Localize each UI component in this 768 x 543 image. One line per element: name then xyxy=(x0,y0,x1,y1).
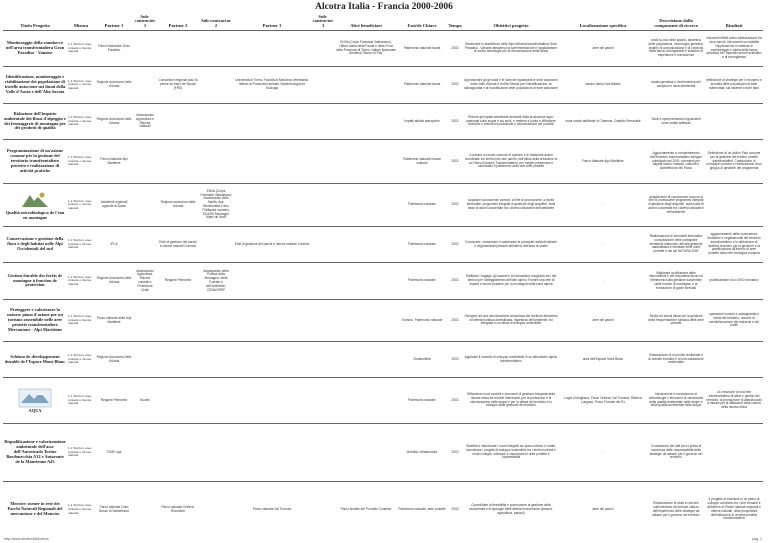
cell-sub3 xyxy=(311,378,335,424)
cell-obiettivi: Approfondire gli gli studi e le ricerche riguardanti le trote autoctone della Valle d'Aosta e di Alta Savoia per l'identificazione, la salvaguardia e la ricostituzione delle popolazioni di trote autoctone xyxy=(463,67,559,104)
cell-misura: 1.1 Territori, aree protette e risorse naturali xyxy=(67,140,95,184)
cell-p1: Regione Autonoma Valle d'Aosta xyxy=(95,104,133,140)
cell-tempo: 2002 xyxy=(447,184,463,227)
header-partner-2: Partner 2 xyxy=(168,23,188,29)
cell-obiettivi: Diffondere nuovi modelli e strumenti di gestione integrata della risorsa idrica tra territori interessati, per la protezione e la valorizzazione delle acque e per la difesa del territorio e lo sviluppo della gestione del territorio xyxy=(463,378,559,424)
cell-p2: Parco naturale Orsiera-Rocciavrè xyxy=(157,482,199,538)
cell-sub1 xyxy=(133,31,157,67)
page-title: Alcotra Italia - Francia 2000-2006 xyxy=(315,2,453,12)
cell-p1: Parco naturale Gran Bosco di Salbertrand xyxy=(95,482,133,538)
cell-fasi: Patrimonio naturale xyxy=(397,227,447,263)
cell-p1: SITAF spa xyxy=(95,424,133,482)
table-row xyxy=(3,104,763,140)
cell-descr: acquisizione di conoscenze comuni al fine di promuovere programmi integrati di gestione degli acquiferi, sulla base di azioni concertate tra i diversi utilizzatori dell'ambiente xyxy=(647,184,705,227)
cell-altri xyxy=(335,342,397,378)
cell-titolo xyxy=(3,378,67,424)
cell-sub3 xyxy=(311,424,335,482)
cell-p3 xyxy=(233,184,311,227)
cell-p3 xyxy=(233,424,311,482)
project-title: Qualità microbiologica de l'eau en montagne xyxy=(5,209,65,220)
cell-sub1 xyxy=(133,67,157,104)
cell-altri xyxy=(335,184,397,227)
cell-p1: Parco Nazionale Gran Paradiso xyxy=(95,31,133,67)
cell-p2: Regione Piemonte xyxy=(157,263,199,300)
cell-local: - xyxy=(559,227,647,263)
cell-sub1 xyxy=(133,482,157,538)
cell-titolo: Programmazione di un'azione comune per la gestione del territorio transfrontaliero protetto e realizzazione di attività pratiche xyxy=(3,140,67,184)
cell-p3 xyxy=(233,300,311,342)
cell-p2: Regione autonoma Valle d'Aosta xyxy=(157,184,199,227)
cell-p1: IPLA xyxy=(95,227,133,263)
table-row xyxy=(3,300,763,342)
cell-p3 xyxy=(233,140,311,184)
header-obiettivi: Obiettivi progetto xyxy=(493,23,529,29)
cell-obiettivi: Applicare il modello di sviluppo sostenibile in un laboratorio alpino transfrontaliero xyxy=(463,342,559,378)
cell-sub2: Assessorato della Politica della Montagna, della Foreste e dell'Ambiente, CEMAGREF xyxy=(199,263,233,300)
cell-altri xyxy=(335,67,397,104)
cell-local: aree dei parchi xyxy=(559,482,647,538)
cell-sub2 xyxy=(199,482,233,538)
header-risultati: Risultati xyxy=(725,23,743,29)
cell-altri xyxy=(335,424,397,482)
cell-sub1 xyxy=(133,342,157,378)
cell-sub2 xyxy=(199,67,233,104)
header-fasi-chiave: Fasi/de Chiave xyxy=(407,23,437,29)
cell-obiettivi: Conoscere, conservare e valorizzare le principali realtà floristiche e vegetazionali presenti all'interno dell'area di studio xyxy=(463,227,559,263)
cell-tempo: 2002 xyxy=(447,140,463,184)
cell-fasi: Turismo, Patrimonio naturale xyxy=(397,300,447,342)
cell-local: aree dei parchi xyxy=(559,300,647,342)
cell-sub1 xyxy=(133,300,157,342)
cell-misura: 1.1 Territori, aree protette e risorse naturali xyxy=(67,342,95,378)
cell-titolo: Monitoraggio della stambecco nell'area transfrontaliera Gran Paradiso - Vanoise xyxy=(3,31,67,67)
cell-risultati: operazioni comuni e salvaguardia e tutela del territorio, nonché di sensibilizzazione dei residenti e dei turisti xyxy=(705,300,763,342)
header-sub-contractor-1: Sub-contractor 1 xyxy=(134,13,156,29)
project-title: AQUA xyxy=(28,407,42,413)
cell-risultati: Definizione di un Action Plan comune per la gestione dei territori protetti transfrontalieri. Costituzione di un'equipe comune e realizzazione di un gruppo di gestione del programma xyxy=(705,140,763,184)
page-number: pag. 1 xyxy=(752,537,762,541)
cell-obiettivi: Giungere ad una valorizzazione armoniosa del territorio attraverso un'offerta turistica diversificata, rispettosa dell'ambiente, ed integrata in un'ottica di sviluppo sostenibile xyxy=(463,300,559,342)
cell-local: - xyxy=(559,424,647,482)
header-titolo: Titolo Progetto xyxy=(20,23,50,29)
cell-p3 xyxy=(233,378,311,424)
cell-sub1: Assessorato Agricoltura e Risorse Naturali xyxy=(133,104,157,140)
cell-risultati xyxy=(705,184,763,227)
cell-descr: Realizzazione di studi e ricerche sull'inventario dei territori utilizzo dell'esperienza delle strategie da attuare per il governo del territorio xyxy=(647,482,705,538)
cell-p1: Parco Naturale Alpi Marittime xyxy=(95,140,133,184)
cell-descr: Migliorare la diffusione delle informazioni e dei documenti tecnici di riferimento sulla gestione sostenibile delle foreste di montagna, e la formazione di guide forestali xyxy=(647,263,705,300)
cell-fasi: Mobilità, infrastrutture xyxy=(397,424,447,482)
cell-altri xyxy=(335,140,397,184)
cell-obiettivi: Costruire un modo comune di operare e di realizzare azioni coordinate sui territori dei due parchi, nell'ottica della creazione di un Parco Europeo Transfrontaliero, per meglio preservare e valorizzare il patrimonio della due aree protette xyxy=(463,140,559,184)
cell-descr: Condivisione dei dati per la presa di coscienza delle responsabilità delle strategie da attuare per il governo del territorio xyxy=(647,424,705,482)
table-row xyxy=(3,342,763,378)
cell-titolo: Gestion durable des forêts de montagne à fonction de protection xyxy=(3,263,67,300)
cell-tempo: 2003 xyxy=(447,482,463,538)
footer-url: http://www.alcotra.it/it/ricerca xyxy=(4,537,49,541)
cell-fasi: Patrimonio naturale xyxy=(397,184,447,227)
cell-p2: Ente di gestione dei parchi e riserve naturali Cuneesi xyxy=(157,227,199,263)
header-sub-contractor-3: Sub-contractor 3 xyxy=(312,13,334,29)
cell-misura: 1.1 Territori, aree protette e risorse naturali xyxy=(67,227,95,263)
cell-p2 xyxy=(157,104,199,140)
cell-sub3 xyxy=(311,482,335,538)
header-tempo: Tempo xyxy=(448,23,462,29)
cell-altri xyxy=(335,378,397,424)
cell-tempo: 2003 xyxy=(447,263,463,300)
cell-p1: Regione Piemonte xyxy=(95,378,133,424)
cell-tempo: 2002 xyxy=(447,67,463,104)
cell-fasi: Patrimonio naturale fauna xyxy=(397,31,447,67)
cell-tempo: 2002 xyxy=(447,227,463,263)
cell-sub2 xyxy=(199,300,233,342)
cell-sub3 xyxy=(311,342,335,378)
cell-misura: 1.1 Territori, aree protette e risorse naturali xyxy=(67,424,95,482)
table-header-row xyxy=(3,13,763,31)
cell-p2 xyxy=(157,300,199,342)
cell-risultati: La creazione di una rete transfrontaliera di attori e gestori del territorio; la promozione di attività locali a misura per la diffusione della cultura della risorsa idrica xyxy=(705,378,763,424)
cell-p3: Università di Torino, Facoltà di Medicina Veterinaria, Istituto di Produzioni animali, Epidemiologia ed Ecologia xyxy=(233,67,311,104)
header-partner-1: Partner 1 xyxy=(104,23,124,29)
cell-titolo: Identificazione, monitoraggio e riabilitazione dei popolazione di trotelle autoctone nei fiumi della Valle d'Aosta e dell'Alta Savoia xyxy=(3,67,67,104)
cell-local: Parco Naturale Alpi Marittime xyxy=(559,140,647,184)
cell-sub3 xyxy=(311,67,335,104)
header-altri-beneficiari: Altri beneficiari xyxy=(350,23,382,29)
cell-p2 xyxy=(157,31,199,67)
cell-sub3 xyxy=(311,140,335,184)
cell-sub3 xyxy=(311,184,335,227)
cell-fasi: Patrimonio naturale xyxy=(397,378,447,424)
cell-sub1 xyxy=(133,140,157,184)
cell-descr: analisi genetica e morfometrica dei campioni e studi ambientali xyxy=(647,67,705,104)
cell-misura: 1.1 Territori, aree protette e risorse naturali xyxy=(67,184,95,227)
cell-p3: Ente di gestione dei parchi e riserve naturali Cuneesi xyxy=(233,227,311,263)
cell-sub2 xyxy=(199,31,233,67)
cell-p3 xyxy=(233,31,311,67)
cell-p1: Parco naturale delle Alpi Marittime xyxy=(95,300,133,342)
cell-descr: Studio ed azioni pilota per la gestione della frequentazione turistica delle aree protette xyxy=(647,300,705,342)
cell-misura: 1.1 Territori, aree protette e risorse naturali xyxy=(67,300,95,342)
cell-sub2 xyxy=(199,140,233,184)
table-row xyxy=(3,263,763,300)
cell-p2 xyxy=(157,378,199,424)
cell-sub3 xyxy=(311,300,335,342)
cell-risultati: aggiornamento delle conoscenze floristiche e vegetazionali del territorio transfrontaliero e lo definizione di direttive tecniche per la gestione e la pianificazione all'interno di aree protette della rete ecologica europea xyxy=(705,227,763,263)
cell-local: aree dei parchi xyxy=(559,31,647,67)
cell-p1: Regione Autonoma Valle d'Aosta xyxy=(95,342,133,378)
table-row xyxy=(3,67,763,104)
cell-risultati: pubblicazione di un DVD formativo xyxy=(705,263,763,300)
cell-sub3 xyxy=(311,227,335,263)
cell-p3 xyxy=(233,342,311,378)
cell-obiettivi: Stabilire e valorizzare i nuovi integrati sul piano urbano e rurale; incentivare i progetti di sviluppo sostenibile tra i territori urbani e rurali contigui; orientare e valorizzare le aree protette e l'accessibilità xyxy=(463,424,559,482)
cell-misura: 1.1 Territori, aree protette e risorse naturali xyxy=(67,482,95,538)
cell-altri: Parco fluviale del Po tratto Cuneese xyxy=(335,482,397,538)
cell-tempo: 2003 xyxy=(447,300,463,342)
cell-descr: Elaborazione di un profilo territoriale e di scenari evolutivi e di una valutazione ambientale xyxy=(647,342,705,378)
cell-sub1: Assessorato Agricoltura, Risorse naturali e Protezione Civile xyxy=(133,263,157,300)
cell-descr: Aggiornamento e completamento dell'itinerario transfrontaliero bilingue pubblicato nel 2001; strumenti per aspetti storici, naturali, culturali e architettonici del Parco xyxy=(647,140,705,184)
table-row xyxy=(3,378,763,424)
table-row xyxy=(3,482,763,538)
cell-descr: Studi e sperimentazioni riguardanti zone umide artificiali xyxy=(647,104,705,140)
cell-sub1: Nucleo xyxy=(133,378,157,424)
cell-p3 xyxy=(233,263,311,300)
cell-tempo: 2003 xyxy=(447,342,463,378)
cell-tempo: 2003 xyxy=(447,378,463,424)
cell-p2 xyxy=(157,424,199,482)
cell-sub2: ENVA (Corps Forestale Valdostano) Assessorato della Sanità, Ass. Biodiversità e des Politiques sociales, DDASS Montagne Alpes du Nord xyxy=(199,184,233,227)
cell-local: Laghi di Avigliana, Parco Orsiera, Val Troncea, Riserva Lungasu, Parco Fluviale del Po xyxy=(559,378,647,424)
cell-sub1 xyxy=(133,227,157,263)
cell-local: bacino della Dora Baltea xyxy=(559,67,647,104)
cell-misura: 1.1 Territori, aree protette e risorse naturali xyxy=(67,378,95,424)
cell-p1: Regione Autonoma Valle d'Aosta xyxy=(95,263,133,300)
espace-mont-blanc-logo xyxy=(18,388,52,408)
cell-altri: ENVA (Corps Forestale Valdostano), Ufficio tutela della Fauna e della Flora della Provincia di Torino, Istituto Nazionale Genetica "Marco di Pay" xyxy=(335,31,397,67)
cell-altri xyxy=(335,300,397,342)
cell-sub2 xyxy=(199,378,233,424)
cell-tempo: 2003 xyxy=(447,424,463,482)
cell-altri xyxy=(335,227,397,263)
cell-titolo: Mercier: mener in rete dei Parchi Naturali Regionali del mercantour e del Monviso xyxy=(3,482,67,538)
table-row xyxy=(3,31,763,67)
cell-fasi: Patrimonio naturale fauna xyxy=(397,67,447,104)
cell-titolo: Proteggere e valorizzare la natura: piano d'azione per un turismo sostenibile nelle aree protette transfrontaliere Mercantour - Alpi Marittime xyxy=(3,300,67,342)
cell-misura: 1.1 Territori, aree protette e risorse naturali xyxy=(67,67,95,104)
table-row xyxy=(3,227,763,263)
cell-sub2 xyxy=(199,227,233,263)
cell-titolo xyxy=(3,184,67,227)
cell-p2: Consortium régional pour la pêche en eaux de Savoie (FRS) xyxy=(157,67,199,104)
cell-p1: Regione Autonoma Valle d'Aosta xyxy=(95,67,133,104)
cell-sub3 xyxy=(311,263,335,300)
cell-p2 xyxy=(157,342,199,378)
cell-obiettivi: Consolidare la flessibilità e promuovere la gestione delle biodiversità e le tipologie delle attività economiche (turismo, agricoltura, pascoli) xyxy=(463,482,559,538)
cell-titolo: Riqualificazione e valorizzazione ambientale dell'asse dell'Autostrada Torino Bardonecchia A32 e Autoroute de la Maurienne A43 xyxy=(3,424,67,482)
cell-titolo: Riduzione dell'impatto ambientale dei flussi d'alpeggio e dei fromaggerie di montagna per dei prodotti di qualità xyxy=(3,104,67,140)
cell-titolo: Conservazione e gestione della flora e degli habitat nelle Alpi Occidentali del sud xyxy=(3,227,67,263)
cell-risultati: definizione di strategie per il recupero e la tutela delle popolazioni di trote marmorata, sia insieme a trote fario xyxy=(705,67,763,104)
cell-local: - xyxy=(559,263,647,300)
header-sub-contractor-2: Sub-contractor 2 xyxy=(201,18,231,29)
cell-risultati: Interventi effetti sulla collaborazione tra i due parchi; rilevamenti sui stabilite l'applicazione in materia di monitoraggio e tutela della fauna selvatica tra i rispettivi servizi scientifici e di sorveglianza xyxy=(705,31,763,67)
header-localizzazione: Localizzazione specifica xyxy=(579,23,627,29)
cell-tempo: 2002 xyxy=(447,31,463,67)
header-misura: Misura xyxy=(73,23,89,29)
cell-p3: Parco naturale Val Troncea xyxy=(233,482,311,538)
header-partner-3: Partner 3 xyxy=(262,23,282,29)
projects-table xyxy=(3,13,763,538)
cell-descr: Introduzione e condivisione di metodologie e strumenti di valutazione della qualità ambientale nelle acque e della qualità ambientale delle acque xyxy=(647,378,705,424)
cell-altri xyxy=(335,263,397,300)
cell-titolo: Schéma de développement durable de l'Espace Mont-Blanc xyxy=(3,342,67,378)
cell-misura: 1.1 Territori, aree protette e risorse naturali xyxy=(67,104,95,140)
cell-misura: 1.1 Territori, aree protette e risorse naturali xyxy=(67,263,95,300)
cell-altri xyxy=(335,104,397,140)
cell-fasi: Sostenibilità xyxy=(397,342,447,378)
cell-local: - xyxy=(559,184,647,227)
parco-alpi-marittime-logo xyxy=(18,190,52,210)
cell-local: zona umida artificiale di Chamois, Castello Serravalle xyxy=(559,104,647,140)
cell-obiettivi: Acquisire conoscenze comuni, al fine di promuovere, a livello territoriale, programmi integrati di gestione degli acquiferi, sulla base di azioni concertate tra i diversi utilizzatori dell'ambiente xyxy=(463,184,559,227)
table-row xyxy=(3,424,763,482)
cell-obiettivi: Ridurre gli impatti ambientali derivanti dalla produzione agro-pastorale sulle acque e sui suoli, e mettere a punto e diffondere tecniche e metodi di produzione e valorizzazione dei prodotti xyxy=(463,104,559,140)
cell-sub3 xyxy=(311,31,335,67)
cell-fasi: Patrimonio naturale risorse culturali xyxy=(397,140,447,184)
cell-risultati xyxy=(705,424,763,482)
cell-fasi: Patrimonio naturale, aree protette xyxy=(397,482,447,538)
header-descrizione: Descrizione dalla componente di ricerca xyxy=(654,18,698,29)
cell-misura: 1.1 Territori, aree protette e risorse naturali xyxy=(67,31,95,67)
cell-tempo: 2002 xyxy=(447,104,463,140)
cell-sub3 xyxy=(311,104,335,140)
cell-local: area dell'Espace Mont Blanc xyxy=(559,342,647,378)
cell-obiettivi: Monitorare lo stambecco delle Alpi nell'area transfrontaliera Gran Paradiso - Vanoise attraverso la sperimentazione e l'applicazione di nuove tecnologie per la conservazione della fauna xyxy=(463,31,559,67)
cell-descr: Realizzazione di strumenti informatici consultazione delle cartografie tematiche elaborate; atti alla gestione naturalistica e forestale delle zone protette e dei siti NATURA 2000 xyxy=(647,227,705,263)
cell-risultati xyxy=(705,104,763,140)
cell-obiettivi: Raffinare i bagagli, gli scambi e la formazione congiunta tra i dei territori per l'atteggiamento dell'alto alpino. Fornire una rete di esperti e buone pratiche per la montagna nella zona alpina xyxy=(463,263,559,300)
cell-p2 xyxy=(157,140,199,184)
cell-risultati: Il progetto si inserisce in un piano di sviluppo condiviso tra i due versanti e all'interno di Parchi naturali regionali e riserve naturali, nella prospettiva dell'istituzione di un'area protetta transfrontaliera xyxy=(705,482,763,538)
cell-fasi: Impatti attività antropiche xyxy=(397,104,447,140)
table-row xyxy=(3,184,763,227)
cell-descr: studi su uso dello spazio, dinamica delle popolazioni, morfologia, genetica, sistemi di comunicazione e di controllo della fauna; divulgazione e scambio di esperienze e conoscenze xyxy=(647,31,705,67)
cell-sub1 xyxy=(133,424,157,482)
cell-risultati xyxy=(705,342,763,378)
cell-sub1 xyxy=(133,184,157,227)
cell-sub2 xyxy=(199,104,233,140)
cell-p3 xyxy=(233,104,311,140)
table-row xyxy=(3,140,763,184)
cell-fasi: Patrimonio naturale xyxy=(397,263,447,300)
cell-sub2 xyxy=(199,424,233,482)
cell-p1: Assistenti regionali agricole di Aosta xyxy=(95,184,133,227)
cell-sub2 xyxy=(199,342,233,378)
